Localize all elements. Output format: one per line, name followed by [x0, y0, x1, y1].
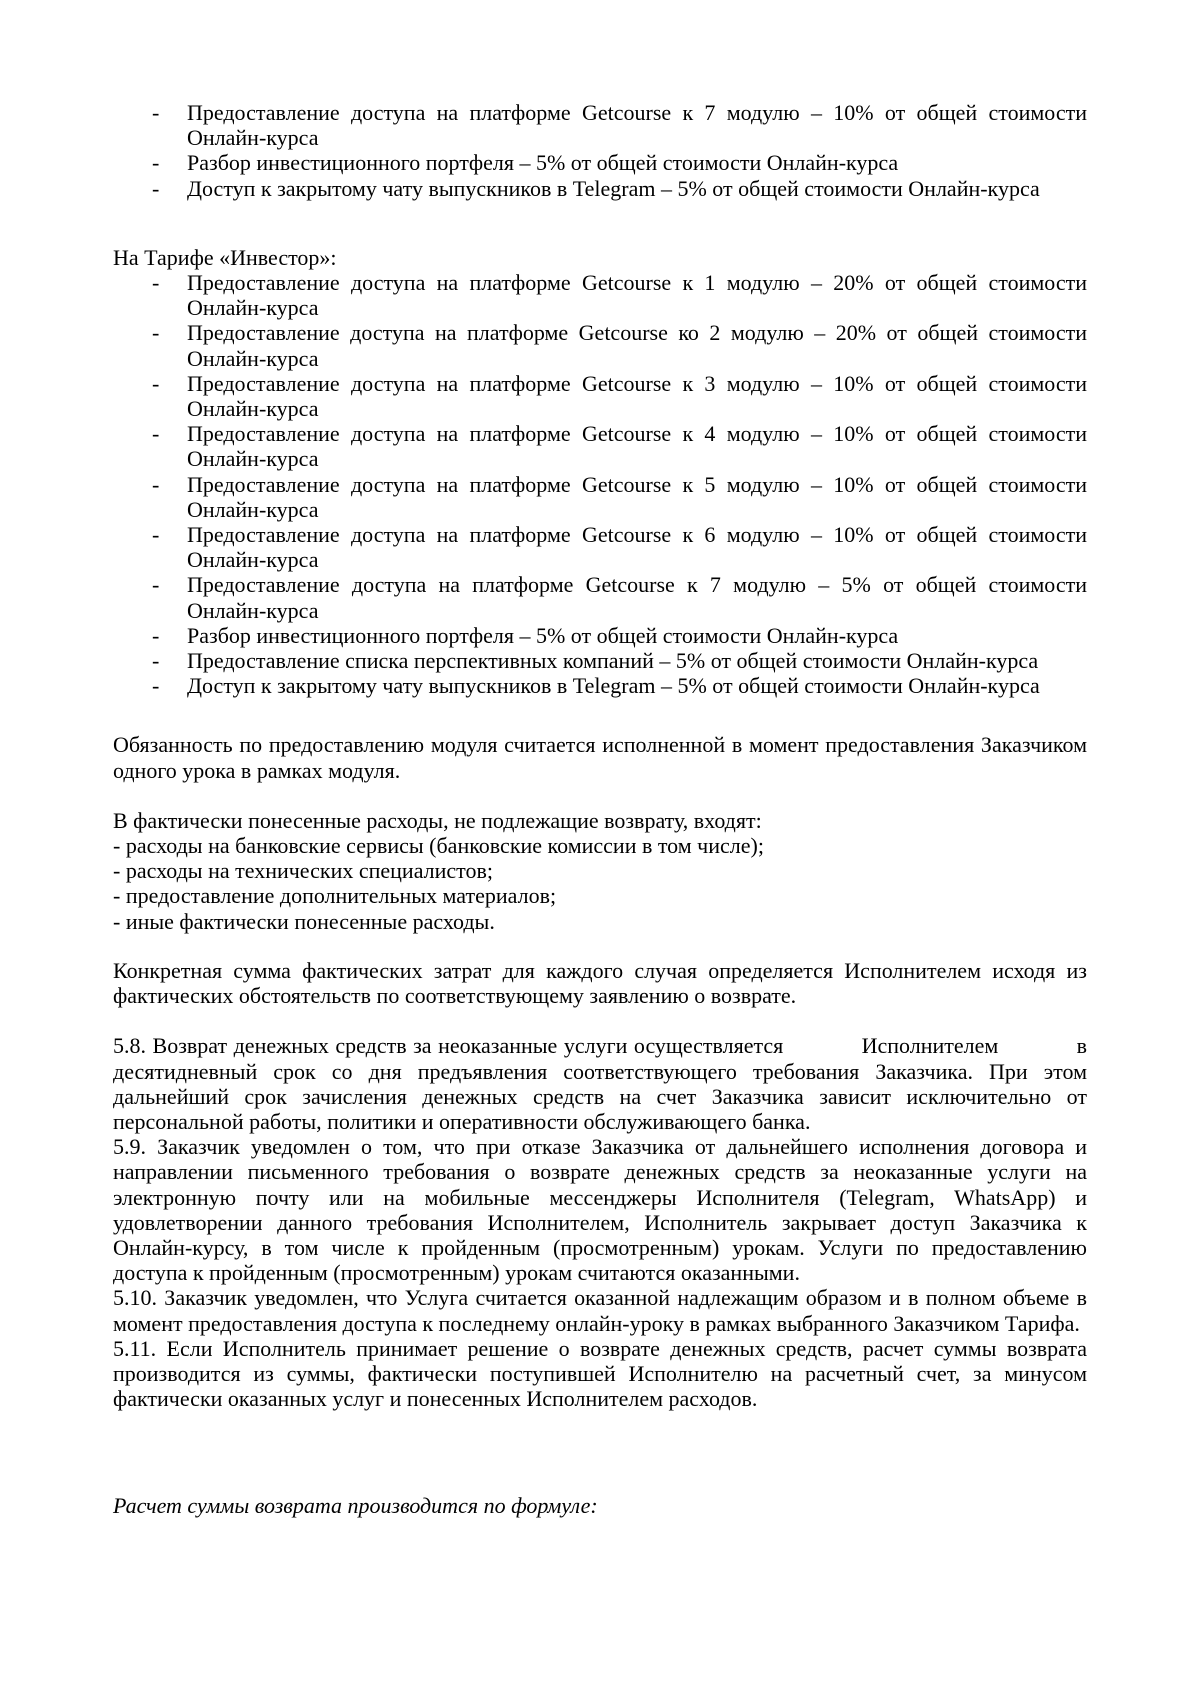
list-item-text: Предоставление доступа на платформе Getcourse к 4 модулю – 10% от общей стоимости Онлайн-курса — [187, 421, 1087, 472]
expense-line: - предоставление дополнительных материалов; — [113, 883, 557, 909]
list-item-text: Предоставление доступа на платформе Getcourse ко 2 модулю – 20% от общей стоимости Онлайн-курса — [187, 320, 1087, 371]
list-item — [113, 572, 1087, 622]
list-dash-marker: - — [152, 522, 160, 548]
paragraph-concrete-sum: Конкретная сумма фактических затрат для каждого случая определяется Исполнителем исходя из фактических обстоятельств по соответствующему заявлению о возврате. — [113, 957, 1087, 1009]
list-dash-marker: - — [152, 421, 160, 447]
list-item — [113, 623, 1087, 648]
list-item-text: Доступ к закрытому чату выпускников в Telegram – 5% от общей стоимости Онлайн-курса — [187, 175, 1040, 201]
list-item — [113, 648, 1087, 673]
paragraph-module-obligation: Обязанность по предоставлению модуля считается исполненной в момент предоставления Заказчиком одного урока в рамках модуля. — [113, 732, 1087, 783]
list-dash-marker: - — [152, 320, 160, 346]
list-item — [113, 176, 1087, 201]
list-dash-marker: - — [152, 150, 160, 176]
expenses-intro: В фактически понесенные расходы, не подлежащие возврату, входят: — [113, 807, 762, 833]
clause-5-10: 5.10. Заказчик уведомлен, что Услуга считается оказанной надлежащим образом и в полном объеме в момент предоставления доступа к последнему онлайн-уроку в рамках выбранного Заказчиком Тарифа. — [113, 1285, 1087, 1336]
clause-5-8: 5.8. Возврат денежных средств за неоказанные услуги осуществляется Исполнителем в десятидневный срок со дня предъявления соответствующего требования Заказчика. При этом дальнейший срок зачисления денежных средств на счет Заказчика зависит исключительно от персональной работы, политики и оперативности обслуживающего банка. — [113, 1033, 1087, 1134]
list-item-text: Предоставление доступа на платформе Getcourse к 7 модулю – 5% от общей стоимости Онлайн-курса — [187, 572, 1087, 623]
list-dash-marker: - — [152, 648, 160, 674]
expense-line: - расходы на технических специалистов; — [113, 858, 493, 884]
list-item-text: Предоставление доступа на платформе Getcourse к 1 модулю – 20% от общей стоимости Онлайн-курса — [187, 270, 1087, 321]
list-item-text: Разбор инвестиционного портфеля – 5% от общей стоимости Онлайн-курса — [187, 622, 899, 648]
list-item — [113, 270, 1087, 320]
investor-tariff-heading: На Тарифе «Инвестор»: — [113, 244, 337, 270]
clause-5-11: 5.11. Если Исполнитель принимает решение о возврате денежных средств, расчет суммы возврата производится из суммы, фактически поступившей Исполнителю на расчетный счет, за минусом фактически оказанных услуг и понесенных Исполнителем расходов. — [113, 1335, 1087, 1412]
list-dash-marker: - — [152, 471, 160, 497]
list-item — [113, 371, 1087, 421]
list-item-text: Предоставление доступа на платформе Getcourse к 6 модулю – 10% от общей стоимости Онлайн-курса — [187, 522, 1087, 573]
list-item-text: Доступ к закрытому чату выпускников в Telegram – 5% от общей стоимости Онлайн-курса — [187, 673, 1040, 699]
expense-line: - иные фактически понесенные расходы. — [113, 908, 495, 934]
list-item-text: Предоставление доступа на платформе Getcourse к 5 модулю – 10% от общей стоимости Онлайн-курса — [187, 471, 1087, 522]
list-item-text: Предоставление доступа на платформе Getcourse к 3 модулю – 10% от общей стоимости Онлайн-курса — [187, 370, 1087, 422]
list-dash-marker: - — [152, 175, 160, 201]
expenses-lines — [113, 833, 1087, 934]
formula-caption: Расчет суммы возврата производится по формуле: — [113, 1493, 598, 1519]
list-item-text: Предоставление списка перспективных компаний – 5% от общей стоимости Онлайн-курса — [187, 648, 1039, 674]
list-item — [113, 472, 1087, 522]
expenses-block — [113, 808, 1087, 934]
list-item — [113, 522, 1087, 572]
investor-tariff-list — [113, 270, 1087, 698]
list-item-text: Разбор инвестиционного портфеля – 5% от общей стоимости Онлайн-курса — [187, 150, 899, 176]
list-dash-marker: - — [152, 270, 160, 296]
clause-5-9: 5.9. Заказчик уведомлен о том, что при отказе Заказчика от дальнейшего исполнения договора и направлении письменного требования о возврате денежных средств за неоказанные услуги на электронную почту или на мобильные мессенджеры Исполнителя (Telegram, WhatsApp) и удовлетворении данного требования Исполнителем, Исполнитель закрывает доступ Заказчика к Онлайн-курсу, в том числе к пройденным (просмотренным) урокам. Услуги по предоставлению доступа к пройденным (просмотренным) урокам считаются оказанными. — [113, 1134, 1087, 1286]
list-dash-marker: - — [152, 370, 160, 396]
list-item-text: Предоставление доступа на платформе Getcourse к 7 модулю – 10% от общей стоимости Онлайн-курса — [187, 100, 1087, 151]
list-item — [113, 150, 1087, 175]
list-dash-marker: - — [152, 622, 160, 648]
list-dash-marker: - — [152, 572, 160, 598]
list-item — [113, 673, 1087, 698]
list-dash-marker: - — [152, 100, 160, 125]
tariff-intro-list — [113, 100, 1087, 201]
list-item — [113, 100, 1087, 150]
expense-line: - расходы на банковские сервисы (банковские комиссии в том числе); — [113, 833, 764, 859]
list-item — [113, 421, 1087, 471]
list-dash-marker: - — [152, 673, 160, 699]
list-item — [113, 320, 1087, 370]
